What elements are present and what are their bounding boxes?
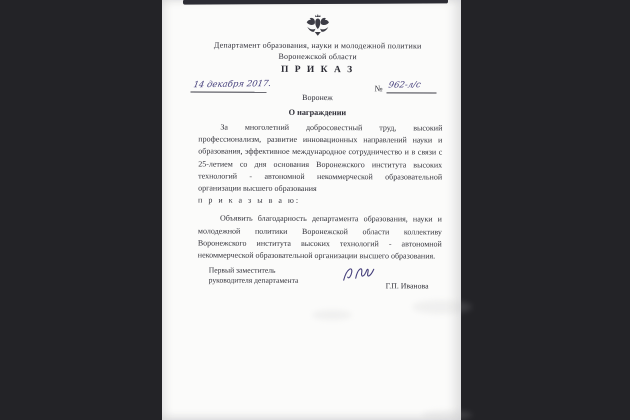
signer-job-title-line1: Первый заместитель: [208, 265, 276, 275]
scanned-page: [162, 0, 461, 420]
decree-word: п р и к а з ы в а ю:: [198, 195, 301, 206]
signer-job-title: [209, 266, 299, 286]
handwritten-number: 962-л/с: [387, 80, 422, 91]
preamble-paragraph: За многолетний добросовестный труд, высокий профессионализм, развитие инновационных направлений науки и образования, эффективное международное сотрудничество и в связи с 25-летием со дня основания Воронежского института высоких технологий - автономной некоммерческой образовательной организации высшего образования: [198, 122, 443, 194]
department-name-line2: Воронежской области: [278, 51, 357, 62]
signer-job-title-line2: руководителя департамента: [208, 275, 299, 285]
department-name-line1: Департамент образования, науки и молодежной политики: [213, 40, 422, 51]
order-subject-heading: О награждении: [288, 107, 347, 118]
document-type-title: П Р И К А З: [280, 64, 355, 76]
order-paragraph: Объявить благодарность департамента образования, науки и молодежной политики Воронежской области коллективу Воронежского института высоких технологий - автономной некоммерческой образовательной организации высшего образования.: [197, 214, 442, 261]
signer-name: Г.П. Иванова: [385, 281, 429, 291]
order-body: [198, 122, 443, 263]
number-sign-label: №: [374, 83, 383, 94]
coat-of-arms-icon: [303, 12, 333, 40]
document-content: [161, 0, 462, 420]
signature-icon: [340, 260, 382, 288]
handwritten-date: 14 декабря 2017.: [192, 79, 272, 91]
city-name: Воронеж: [302, 92, 333, 103]
